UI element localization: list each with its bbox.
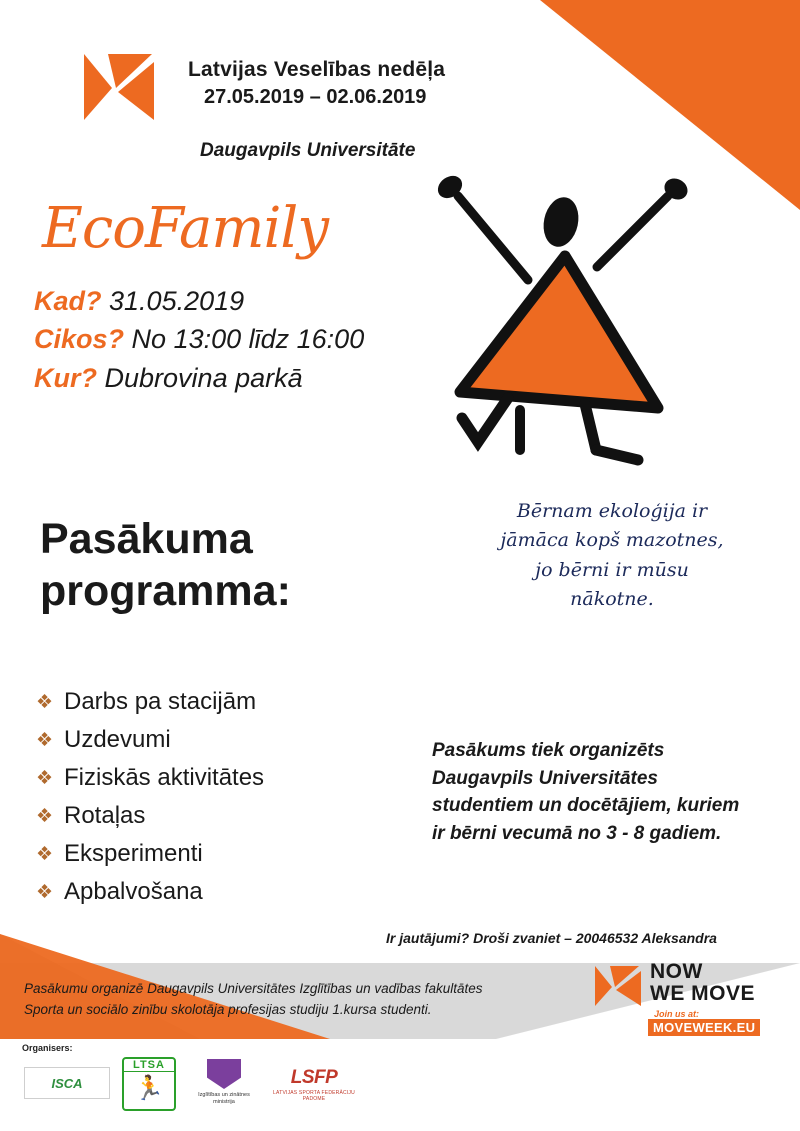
now-we-move-block [592, 961, 764, 1039]
event-details [34, 282, 364, 397]
list-item [36, 840, 396, 868]
quote-line: jo bērni ir mūsu [535, 558, 689, 581]
detail-row [34, 320, 364, 358]
contact-line: Ir jautājumi? Droši zvaniet – 20046532 Aleksandra [386, 930, 717, 946]
now-we-move-line-2: WE MOVE [650, 982, 756, 1006]
organisers-strip [22, 1043, 362, 1117]
organisers-label: Organisers: [22, 1043, 73, 1053]
detail-question: Kur? [34, 362, 97, 393]
list-item [36, 878, 396, 906]
lsfp-logo [270, 1057, 358, 1113]
footer-credit [24, 978, 584, 1021]
paragraph-line: Daugavpils Universitātes [432, 767, 658, 789]
quote-line: nākotne. [570, 588, 654, 611]
footer-credit-line-1: Pasākumu organizē Daugavpils Universitātes Izglītības un vadības fakultātes [24, 980, 483, 996]
list-item-label: Darbs pa stacijām [64, 688, 257, 715]
detail-question: Cikos? [34, 324, 125, 355]
list-item-label: Rotaļas [64, 802, 146, 829]
page-title: Latvijas Veselības nedēļa [188, 58, 446, 81]
detail-answer: Dubrovina parkā [104, 362, 303, 393]
izm-logo-caption: Izglītības un zinātnes ministrija [198, 1092, 250, 1105]
list-item-label: Eksperimenti [64, 840, 203, 867]
lsfp-logo-text: LSFP [290, 1067, 338, 1088]
quote-line: jāmāca kopš mazotnes, [500, 529, 724, 552]
lsfp-logo-caption: LATVIJAS SPORTA FEDERĀCIJU PADOME [273, 1090, 355, 1102]
paragraph-line: studentiem un docētājiem, kuriem [432, 795, 740, 817]
detail-answer: 31.05.2019 [109, 286, 245, 316]
list-item [36, 764, 396, 792]
audience-paragraph [432, 737, 762, 847]
now-we-move-wordmark [650, 961, 755, 1006]
diamond-bullet-icon: ❖ [36, 805, 54, 827]
running-person-illustration [400, 160, 730, 490]
list-item [36, 688, 396, 716]
running-figure-icon: 🏃 [134, 1075, 164, 1102]
diamond-bullet-icon: ❖ [36, 843, 54, 865]
diamond-bullet-icon: ❖ [36, 767, 54, 789]
list-item-label: Uzdevumi [64, 726, 171, 753]
isca-logo [24, 1057, 108, 1113]
diamond-bullet-icon: ❖ [36, 881, 54, 903]
list-item-label: Fiziskās aktivitātes [64, 764, 265, 791]
now-we-move-line-1: NOW [650, 960, 703, 983]
programme-list [36, 688, 396, 916]
programme-heading-line-2: programma: [40, 567, 291, 616]
ltsa-logo-text: LTSA [124, 1059, 174, 1072]
organization-name: Daugavpils Universitāte [200, 140, 416, 161]
paragraph-line: ir bērni vecumā no 3 - 8 gadiem. [432, 822, 722, 844]
ltsa-logo [122, 1057, 178, 1113]
detail-answer: No 13:00 līdz 16:00 [131, 324, 365, 355]
izm-crest-logo [190, 1057, 258, 1113]
programme-heading-line-1: Pasākuma [40, 515, 253, 563]
event-date-range: 27.05.2019 – 02.06.2019 [204, 86, 427, 108]
footer-credit-line-2: Sporta un sociālo zinību skolotāja profesijas studiju 1.kursa studenti. [24, 1002, 432, 1018]
quote-text [452, 497, 772, 615]
paragraph-line: Pasākums tiek organizēts [432, 740, 665, 761]
programme-heading [40, 513, 420, 618]
list-item [36, 726, 396, 754]
event-title: EcoFamily [42, 196, 328, 261]
list-item-label: Apbalvošana [64, 878, 203, 905]
detail-row [34, 282, 364, 320]
diamond-bullet-icon: ❖ [36, 691, 54, 713]
header-text-block [188, 58, 518, 109]
detail-question: Kad? [34, 286, 102, 316]
now-we-move-arrow-icon [78, 48, 164, 126]
crest-shape-icon [207, 1059, 241, 1089]
moveweek-url[interactable]: MOVEWEEK.EU [648, 1019, 760, 1036]
quote-line: Bērnam ekoloģija ir [516, 500, 708, 522]
now-we-move-arrow-icon [592, 963, 646, 1009]
join-us-label: Join us at: [654, 1009, 700, 1019]
detail-row [34, 359, 364, 397]
list-item [36, 802, 396, 830]
isca-logo-text: ISCA [24, 1067, 110, 1099]
diamond-bullet-icon: ❖ [36, 729, 54, 751]
